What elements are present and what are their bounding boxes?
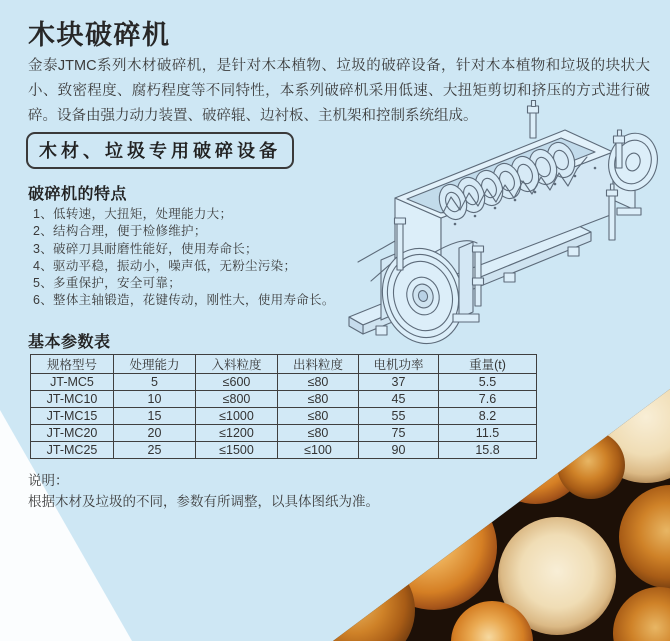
feature-item: 1、低转速，大扭矩，处理能力大；: [33, 207, 233, 221]
spec-cell: 55: [359, 408, 439, 425]
page-title: 木块破碎机: [28, 20, 171, 50]
spec-cell: 90: [359, 442, 439, 459]
spec-cell: ≤800: [196, 391, 278, 408]
specs-heading: 基本参数表: [28, 334, 111, 351]
col-header-weight: 重量(t): [439, 355, 537, 374]
spec-cell: 5: [114, 374, 196, 391]
spec-cell: ≤80: [278, 374, 359, 391]
table-row: [31, 391, 537, 408]
col-header-output: 出料粒度: [278, 355, 359, 374]
model-cell: JT-MC5: [31, 374, 114, 391]
table-header-row: [31, 355, 537, 374]
model-cell: JT-MC10: [31, 391, 114, 408]
table-row: [31, 408, 537, 425]
spec-cell: 15.8: [439, 442, 537, 459]
feature-item: 4、驱动平稳，振动小，噪声低，无粉尘污染；: [33, 258, 297, 273]
wood-log: [371, 484, 497, 610]
spec-cell: ≤1000: [196, 408, 278, 425]
spec-cell: 11.5: [439, 425, 537, 442]
spec-cell: 10: [114, 391, 196, 408]
spec-cell: 37: [359, 374, 439, 391]
spec-cell: ≤1200: [196, 425, 278, 442]
spec-cell: ≤80: [278, 408, 359, 425]
spec-cell: 25: [114, 442, 196, 459]
spec-cell: ≤100: [278, 442, 359, 459]
model-cell: JT-MC20: [31, 425, 114, 442]
col-header-model: 规格型号: [31, 355, 114, 374]
spec-cell: 45: [359, 391, 439, 408]
wood-log: [613, 587, 670, 641]
feature-item: 5、多重保护，安全可靠；: [33, 276, 182, 291]
spec-cell: 5.5: [439, 374, 537, 391]
model-cell: JT-MC25: [31, 442, 114, 459]
wood-log: [557, 431, 625, 499]
spec-cell: ≤1500: [196, 442, 278, 459]
spec-cell: 8.2: [439, 408, 537, 425]
table-row: [31, 425, 537, 442]
feature-item: 2、结构合理，便于检修维护；: [33, 224, 207, 239]
note-label: 说明：: [28, 473, 69, 488]
features-heading: 破碎机的特点: [28, 186, 128, 203]
spec-cell: ≤80: [278, 391, 359, 408]
table-row: [31, 442, 537, 459]
spec-cell: 20: [114, 425, 196, 442]
intro-paragraph: 金泰JTMC系列木材破碎机，是针对木本植物、垃圾的破碎设备，针对木本植物和垃圾的块状大小、致密程度、腐朽程度等不同特性，本系列破碎机采用低速、大扭矩剪切和挤压的方式进行破碎。设备由强力动力装置、破碎辊、边衬板、主机架和控制系统组成。: [28, 58, 650, 124]
feature-item: 6、整体主轴锻造，花键传动，刚性大，使用寿命长。: [33, 293, 335, 308]
spec-cell: 7.6: [439, 391, 537, 408]
col-header-capacity: 处理能力: [114, 355, 196, 374]
spec-cell: ≤80: [278, 425, 359, 442]
model-cell: JT-MC15: [31, 408, 114, 425]
table-row: [31, 374, 537, 391]
banner-box: 木材、垃圾专用破碎设备: [26, 132, 294, 169]
col-header-power: 电机功率: [359, 355, 439, 374]
spec-cell: 75: [359, 425, 439, 442]
wood-log: [333, 554, 415, 641]
feature-item: 3、破碎刀具耐磨性能好，使用寿命长；: [33, 241, 258, 256]
col-header-feed: 入料粒度: [196, 355, 278, 374]
spec-cell: ≤600: [196, 374, 278, 391]
wood-log: [619, 485, 670, 589]
specs-table: [30, 354, 537, 459]
spec-cell: 15: [114, 408, 196, 425]
crusher-isometric-drawing: [337, 100, 667, 352]
machine-line-drawing-illustration: [337, 100, 667, 352]
features-list: [33, 206, 335, 310]
note-text: 根据木材及垃圾的不同，参数有所调整，以具体图纸为准。: [28, 494, 379, 509]
